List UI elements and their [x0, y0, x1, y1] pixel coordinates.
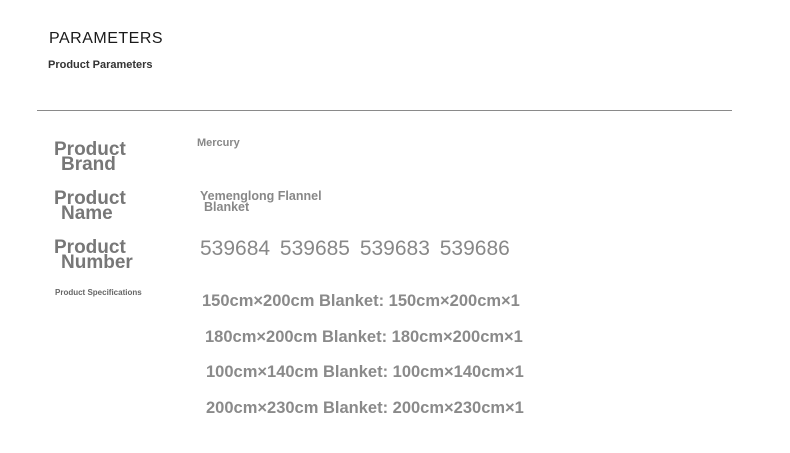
brand-label-line1: Product	[54, 139, 126, 160]
name-label	[54, 188, 126, 224]
spec-item: 150cm×200cm Blanket: 150cm×200cm×1	[202, 292, 520, 310]
spec-item: 180cm×200cm Blanket: 180cm×200cm×1	[205, 328, 523, 346]
divider	[37, 110, 732, 111]
brand-value: Mercury	[197, 137, 240, 149]
name-value-line1: Yemenglong Flannel	[200, 189, 322, 203]
spec-item: 100cm×140cm Blanket: 100cm×140cm×1	[206, 363, 524, 381]
brand-label	[54, 139, 126, 175]
name-label-line2: Name	[61, 203, 113, 224]
number-value: 539684 539685 539683 539686	[200, 237, 510, 260]
spec-item: 200cm×230cm Blanket: 200cm×230cm×1	[206, 399, 524, 417]
specs-label: Product Specifications	[55, 288, 142, 297]
name-value-line2: Blanket	[204, 200, 250, 214]
number-label-line1: Product	[54, 237, 126, 258]
number-label	[54, 237, 133, 273]
brand-label-line2: Brand	[61, 154, 116, 175]
number-label-line2: Number	[61, 252, 133, 273]
name-label-line1: Product	[54, 188, 126, 209]
name-value	[200, 191, 322, 213]
page-subtitle: Product Parameters	[48, 59, 153, 71]
page-title: PARAMETERS	[49, 30, 164, 47]
